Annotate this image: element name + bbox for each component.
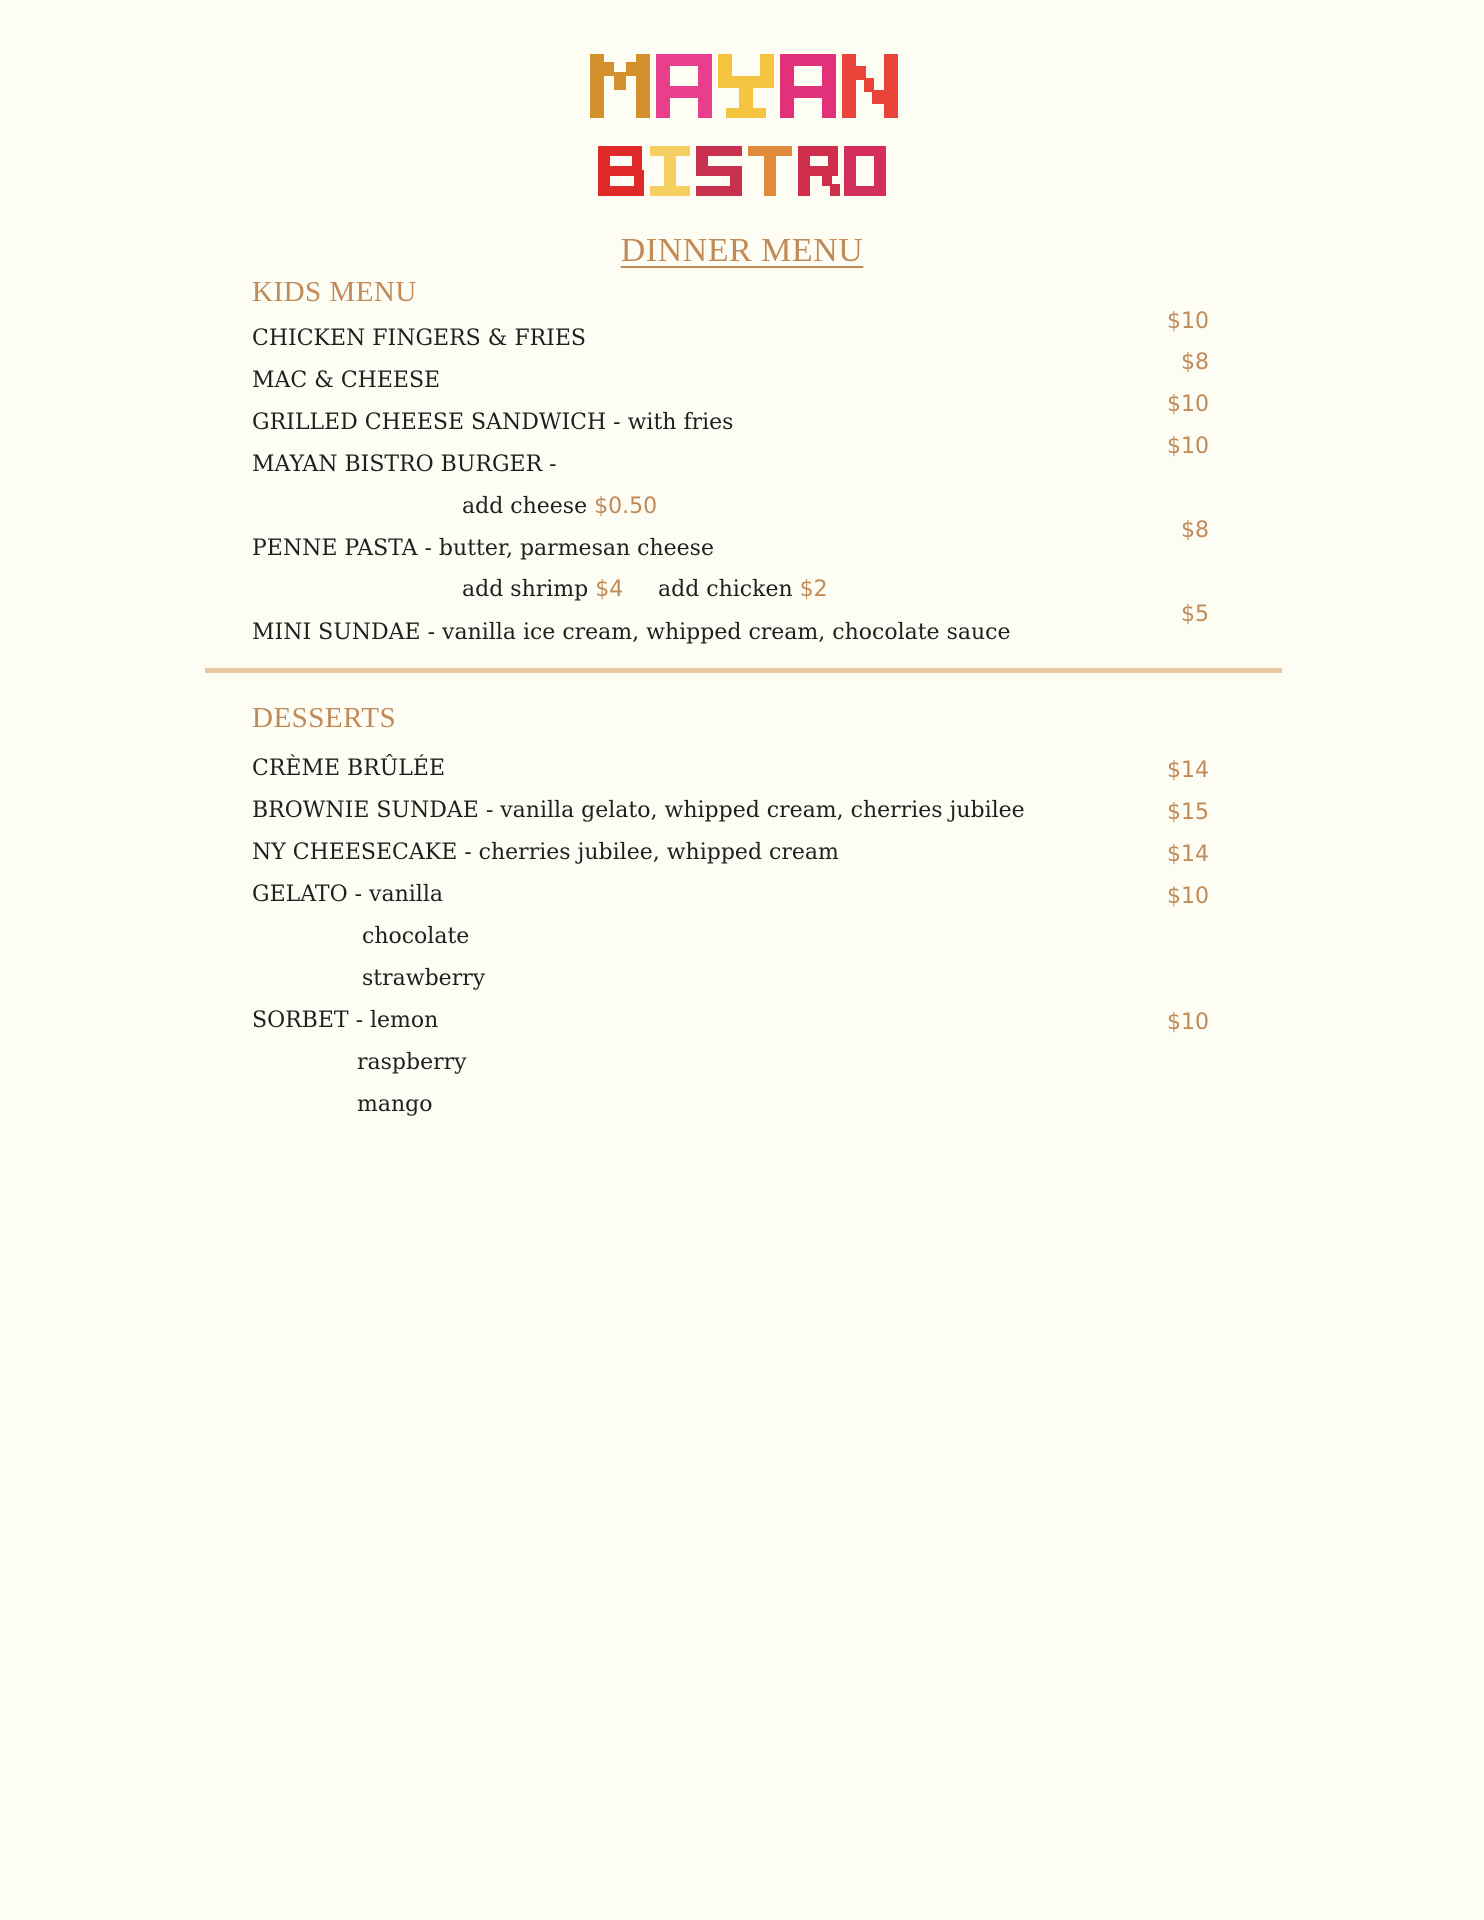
mayan-bistro-logo xyxy=(0,0,1484,220)
menu-item-mini-sundae: MINI SUNDAE - vanilla ice cream, whipped cream, chocolate sauce xyxy=(252,620,1011,645)
gelato-flavor-strawberry: strawberry xyxy=(362,966,486,991)
menu-item-creme-brulee: CRÈME BRÛLÉE xyxy=(252,756,446,781)
price-brownie-sundae: $15 xyxy=(1167,800,1209,825)
sorbet-flavor-raspberry: raspberry xyxy=(357,1050,467,1075)
menu-item-gelato: GELATO - vanilla xyxy=(252,882,443,907)
addon-label: add shrimp xyxy=(462,577,589,602)
burger-addon xyxy=(462,494,657,520)
desserts-heading: DESSERTS xyxy=(252,702,397,734)
menu-item-burger: MAYAN BISTRO BURGER - xyxy=(252,452,557,477)
section-divider xyxy=(205,668,1282,673)
menu-item-chicken-fingers: CHICKEN FINGERS & FRIES xyxy=(252,326,586,351)
addon-price: $0.50 xyxy=(594,494,658,519)
kids-menu-heading: KIDS MENU xyxy=(252,276,417,308)
price-burger: $10 xyxy=(1167,434,1209,459)
addon-price: $2 xyxy=(799,577,828,602)
price-sorbet: $10 xyxy=(1167,1010,1209,1035)
logo-line-mayan xyxy=(588,52,900,120)
price-chicken-fingers: $10 xyxy=(1167,309,1209,334)
addon-label: add chicken xyxy=(658,577,793,602)
page-title: DINNER MENU xyxy=(620,232,864,269)
sorbet-flavor-mango: mango xyxy=(357,1092,433,1117)
price-gelato: $10 xyxy=(1167,884,1209,909)
price-grilled-cheese: $10 xyxy=(1167,392,1209,417)
logo-line-bistro xyxy=(596,144,888,198)
menu-item-ny-cheesecake: NY CHEESECAKE - cherries jubilee, whipped cream xyxy=(252,840,839,865)
price-ny-cheesecake: $14 xyxy=(1167,842,1209,867)
gelato-flavor-chocolate: chocolate xyxy=(362,924,470,949)
price-mini-sundae: $5 xyxy=(1181,602,1209,627)
price-mac-cheese: $8 xyxy=(1181,350,1209,375)
menu-item-brownie-sundae: BROWNIE SUNDAE - vanilla gelato, whipped cream, cherries jubilee xyxy=(252,798,1025,823)
menu-item-sorbet: SORBET - lemon xyxy=(252,1008,439,1033)
menu-item-penne-pasta: PENNE PASTA - butter, parmesan cheese xyxy=(252,536,714,561)
pasta-addon-chicken xyxy=(658,577,828,603)
pasta-addon-shrimp xyxy=(462,577,623,603)
addon-price: $4 xyxy=(595,577,624,602)
addon-label: add cheese xyxy=(462,494,588,519)
menu-item-mac-cheese: MAC & CHEESE xyxy=(252,368,441,393)
menu-item-grilled-cheese: GRILLED CHEESE SANDWICH - with fries xyxy=(252,410,734,435)
price-penne-pasta: $8 xyxy=(1181,518,1209,543)
price-creme-brulee: $14 xyxy=(1167,758,1209,783)
